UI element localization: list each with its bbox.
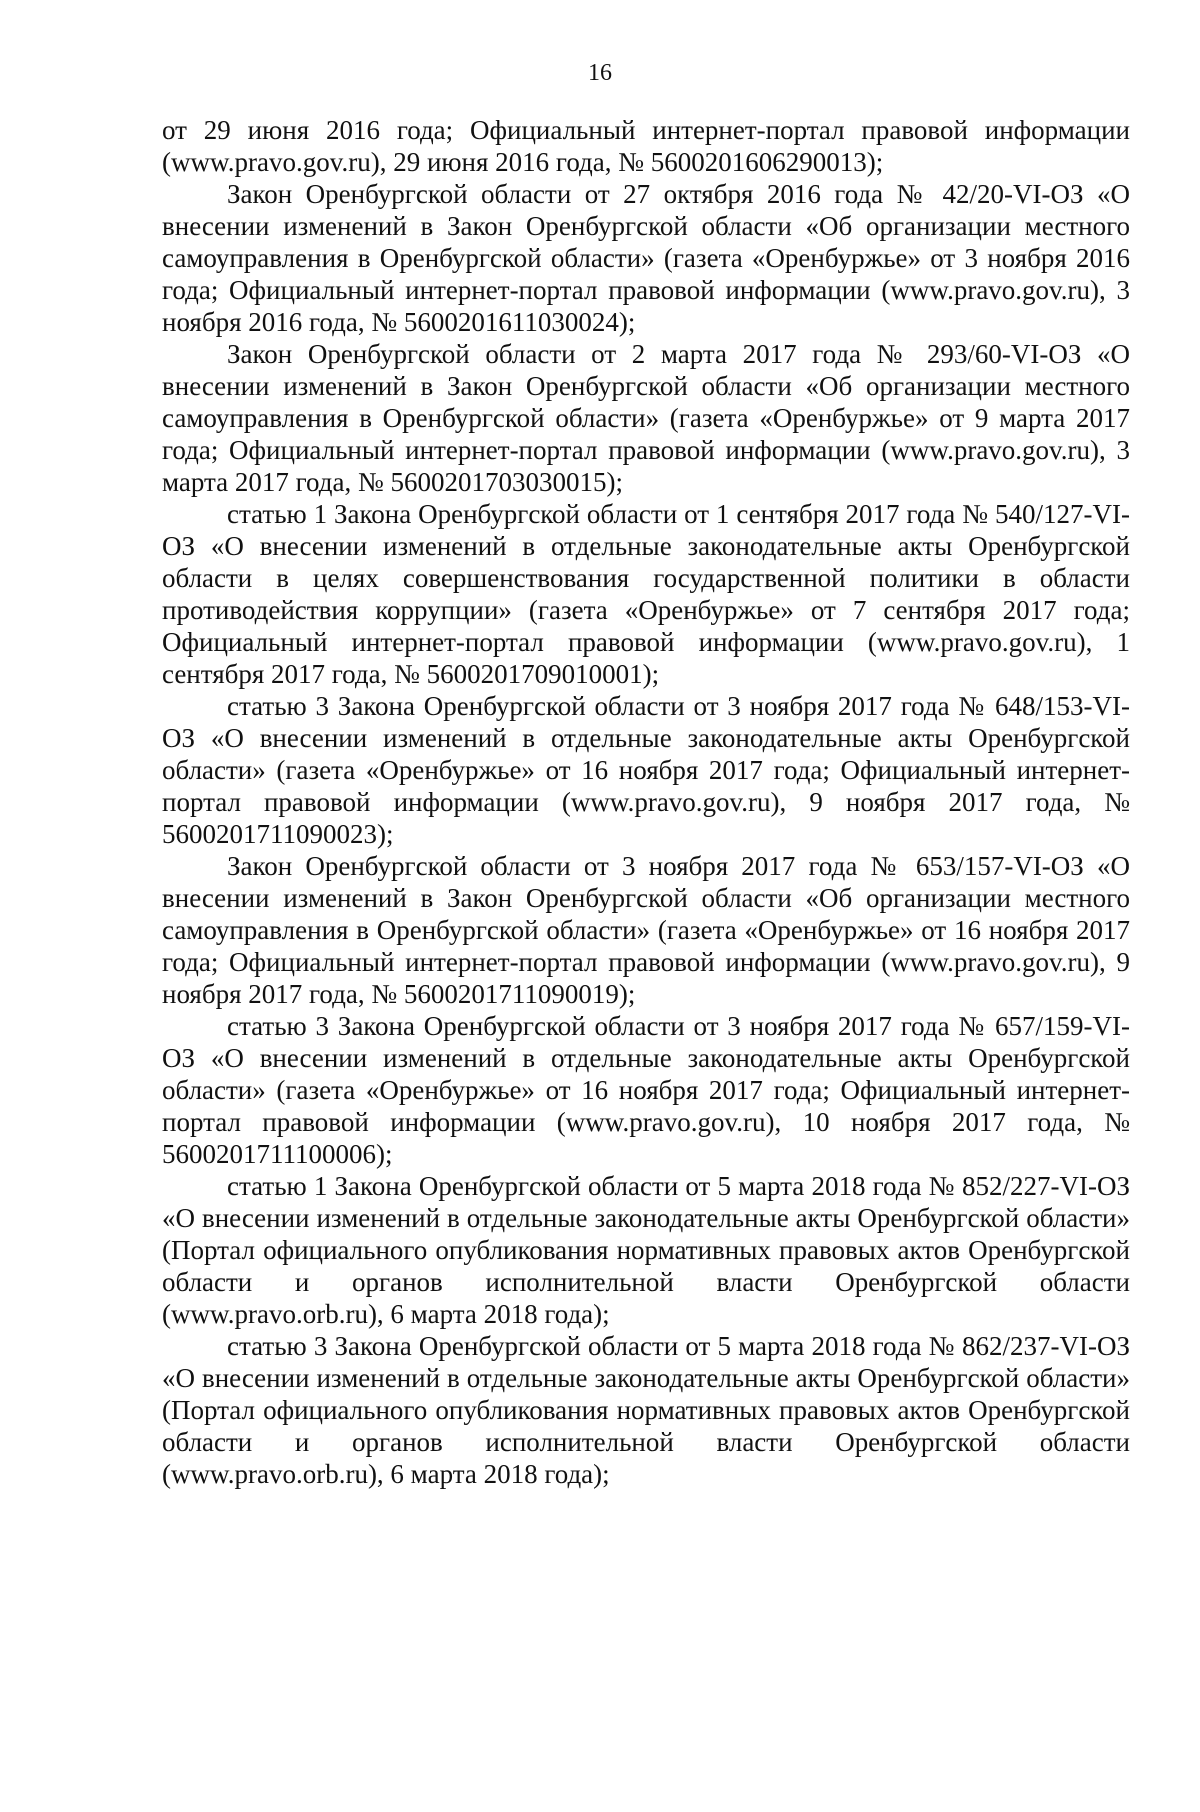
paragraph-law-653-157: Закон Оренбургской области от 3 ноября 2017 года № 653/157-VI-ОЗ «О внесении изменений в Закон Оренбургской области «Об организации местного самоуправления в Оренбургской области» (газета «Оренбуржье» от 16 ноября 2017 года; Официальный интернет-портал правовой информации (www.pravo.gov.ru), 9 ноября 2017 года, № 5600201711090019); (162, 851, 1130, 1009)
paragraph-law-540-127: статью 1 Закона Оренбургской области от 1 сентября 2017 года № 540/127-VI-ОЗ «О внесении изменений в отдельные законодательные акты Оренбургской области в целях совершенствования государственной политики в области противодействия коррупции» (газета «Оренбуржье» от 7 сентября 2017 года; Официальный интернет-портал правовой информации (www.pravo.gov.ru), 1 сентября 2017 года, № 5600201709010001); (162, 499, 1130, 689)
paragraph-law-862-237: статью 3 Закона Оренбургской области от 5 марта 2018 года № 862/237-VI-ОЗ «О внесении изменений в отдельные законодательные акты Оренбургской области» (Портал официального опубликования нормативных правовых актов Оренбургской области и органов исполнительной власти Оренбургской области (www.pravo.orb.ru), 6 марта 2018 года); (162, 1331, 1130, 1489)
page-number: 16 (588, 60, 612, 86)
paragraph-law-852-227: статью 1 Закона Оренбургской области от 5 марта 2018 года № 852/227-VI-ОЗ «О внесении изменений в отдельные законодательные акты Оренбургской области» (Портал официального опубликования нормативных правовых актов Оренбургской области и органов исполнительной власти Оренбургской области (www.pravo.orb.ru), 6 марта 2018 года); (162, 1171, 1130, 1329)
document-body (162, 114, 1130, 1490)
paragraph-law-293-60: Закон Оренбургской области от 2 марта 2017 года № 293/60-VI-ОЗ «О внесении изменений в Закон Оренбургской области «Об организации местного самоуправления в Оренбургской области» (газета «Оренбуржье» от 9 марта 2017 года; Официальный интернет-портал правовой информации (www.pravo.gov.ru), 3 марта 2017 года, № 5600201703030015); (162, 339, 1130, 497)
paragraph-law-648-153: статью 3 Закона Оренбургской области от 3 ноября 2017 года № 648/153-VI-ОЗ «О внесении изменений в отдельные законодательные акты Оренбургской области» (газета «Оренбуржье» от 16 ноября 2017 года; Официальный интернет-портал правовой информации (www.pravo.gov.ru), 9 ноября 2017 года, № 5600201711090023); (162, 691, 1130, 849)
paragraph-law-657-159: статью 3 Закона Оренбургской области от 3 ноября 2017 года № 657/159-VI-ОЗ «О внесении изменений в отдельные законодательные акты Оренбургской области» (газета «Оренбуржье» от 16 ноября 2017 года; Официальный интернет-портал правовой информации (www.pravo.gov.ru), 10 ноября 2017 года, № 5600201711100006); (162, 1011, 1130, 1169)
paragraph-law-42-20: Закон Оренбургской области от 27 октября 2016 года № 42/20-VI-ОЗ «О внесении изменений в Закон Оренбургской области «Об организации местного самоуправления в Оренбургской области» (газета «Оренбуржье» от 3 ноября 2016 года; Официальный интернет-портал правовой информации (www.pravo.gov.ru), 3 ноября 2016 года, № 5600201611030024); (162, 179, 1130, 337)
paragraph-continuation: от 29 июня 2016 года; Официальный интернет-портал правовой информации (www.pravo.gov.ru), 29 июня 2016 года, № 5600201606290013); (162, 115, 1130, 177)
